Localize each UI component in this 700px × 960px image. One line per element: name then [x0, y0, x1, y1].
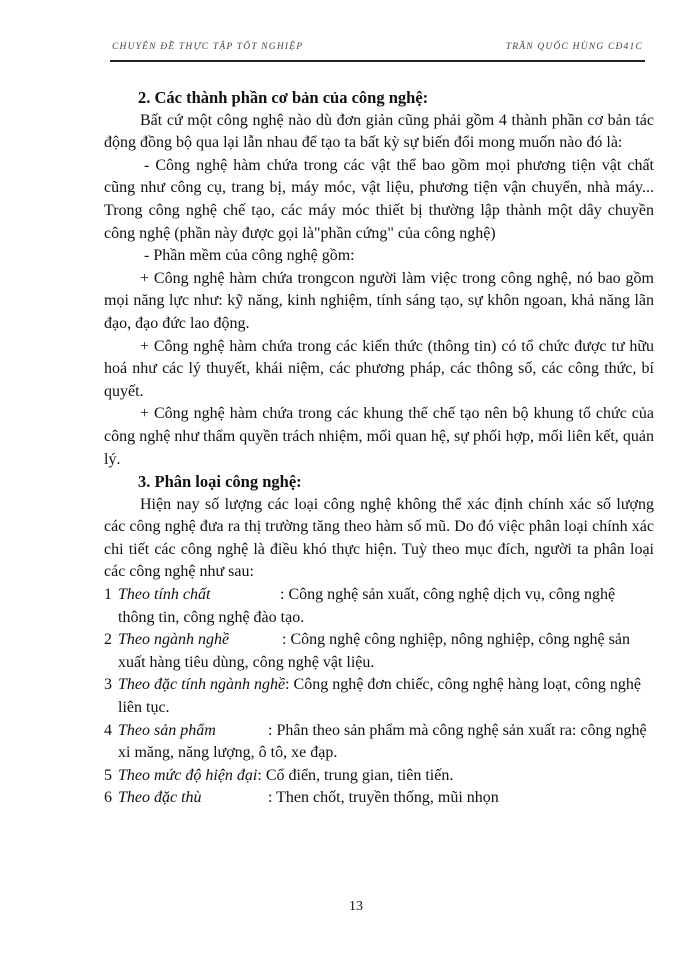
list-item-number: 3 — [104, 676, 112, 694]
section-2-paragraph-5: + Công nghệ hàm chứa trong các khung thể chế tạo nên bộ khung tổ chức của công nghệ như thẩm quyền trách nhiệm, mối quan hệ, sự phối hợp, mối liên kết, quản lý. — [104, 405, 654, 468]
section-3-heading: 3. Phân loại công nghệ: — [138, 472, 302, 492]
list-item-description: : Then chốt, truyền thống, mũi nhọn — [268, 789, 499, 807]
page-number: 13 — [349, 899, 363, 914]
list-item-category: Theo sản phẩm — [118, 721, 216, 739]
section-2-paragraph-1: - Công nghệ hàm chứa trong các vật thể bao gồm mọi phương tiện vật chất cũng như công cụ, trang bị, máy móc, vật liệu, phương tiện vận chuyển, nhà máy... Trong công nghệ chế tạo, các máy móc thiết bị thường lập thành một dây chuyền công nghệ (phần này được gọi là"phần cứng" của công nghệ) — [104, 156, 654, 242]
list-item-category: Theo tính chất — [118, 586, 211, 604]
page-header — [110, 38, 645, 62]
list-item-number: 6 — [104, 789, 112, 807]
list-item-description: : Công nghệ công nghiệp, nông nghiệp, công nghệ sản xuất hàng tiêu dùng, công nghệ vật liệu. — [118, 631, 630, 671]
section-2-paragraph-2: - Phần mềm của công nghệ gồm: — [144, 247, 355, 265]
header-left-title: CHUYÊN ĐỀ THỰC TẬP TỐT NGHIỆP — [112, 42, 304, 52]
list-item-description: : Công nghệ sản xuất, công nghệ dịch vụ, công nghệ thông tin, công nghệ đào tạo. — [118, 586, 616, 626]
list-item — [104, 787, 654, 810]
list-item-category: Theo mức độ hiện đại — [118, 766, 258, 784]
list-item-number: 2 — [104, 631, 112, 649]
section-2-paragraph-3: + Công nghệ hàm chứa trongcon người làm việc trong công nghệ, nó bao gồm mọi năng lực như: kỹ năng, kinh nghiệm, tính sáng tạo, sự khôn ngoan, khả năng lãn đạo, đạo đức lao động. — [104, 269, 654, 332]
list-item — [104, 629, 654, 674]
list-item-category: Theo đặc thù — [118, 789, 202, 807]
header-right-author: TRẦN QUỐC HÙNG CĐ41C — [505, 42, 643, 52]
list-item-number: 4 — [104, 721, 112, 739]
section-3-intro: Hiện nay số lượng các loại công nghệ không thể xác định chính xác số lượng các công nghệ đưa ra thị trường tăng theo hàm số mũ. Do đó việc phân loại chính xác chi tiết các công nghệ là điều khó thực hiện. Tuỳ theo mục đích, người ta phân loại các công nghệ như sau: — [104, 495, 654, 581]
list-item — [104, 765, 654, 788]
list-item-description: : Công nghệ đơn chiếc, công nghệ hàng loạt, công nghệ liên tục. — [118, 676, 642, 717]
list-item-number: 1 — [104, 586, 112, 604]
list-item-category: Theo đặc tính ngành nghề — [118, 676, 286, 694]
list-item-description: : Phân theo sản phẩm mà công nghệ sản xuất ra: công nghệ xi măng, năng lượng, ô tô, xe đạp. — [118, 721, 647, 762]
list-item — [104, 720, 654, 765]
section-2-paragraph-4: + Công nghệ hàm chứa trong các kiến thức (thông tin) có tổ chức được tư hữu hoá như các lý thuyết, khái niệm, các phương pháp, các thông số, các công thức, bí quyết. — [104, 337, 654, 400]
list-item-number: 5 — [104, 766, 112, 784]
section-2-heading: 2. Các thành phần cơ bản của công nghệ: — [138, 88, 429, 107]
list-item-category: Theo ngành nghề — [118, 631, 230, 649]
list-item-description: : Cổ điển, trung gian, tiên tiến. — [257, 766, 454, 784]
list-item — [104, 674, 654, 719]
document-body — [104, 87, 654, 810]
section-2-intro: Bất cứ một công nghệ nào dù đơn giản cũng phải gồm 4 thành phần cơ bản tác động đồng bộ qua lại lẫn nhau để tạo ta bất kỳ sự biến đổi mong muốn nào đó là: — [104, 111, 654, 152]
list-item — [104, 584, 654, 629]
